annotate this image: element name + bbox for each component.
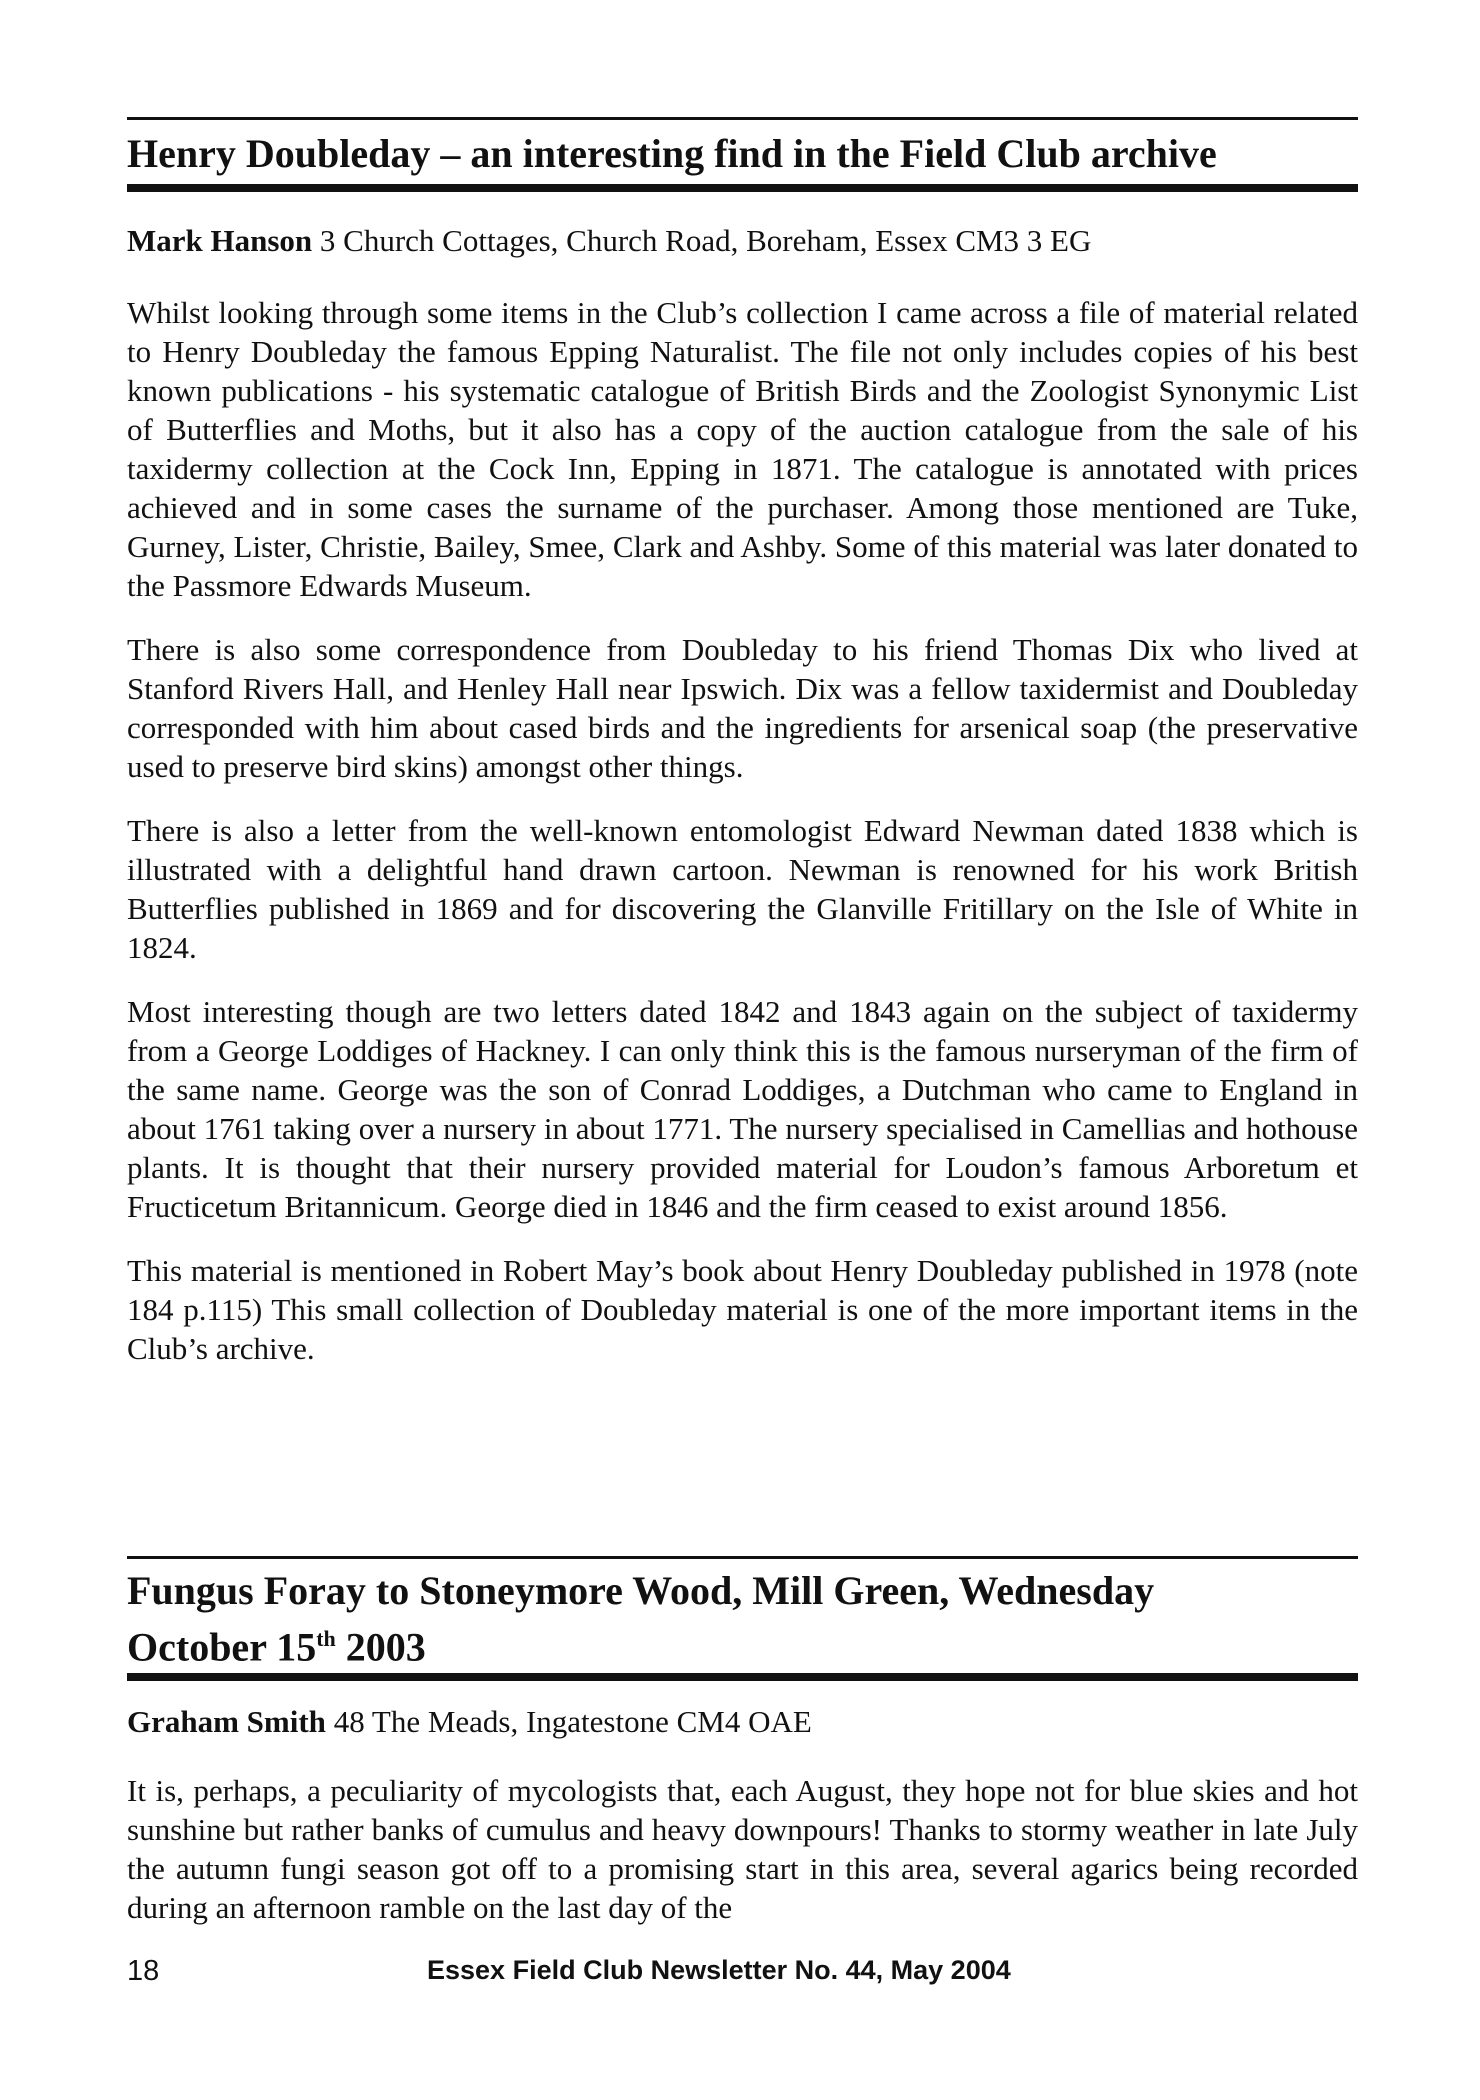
title-top-rule: [127, 117, 1358, 120]
article-title: [127, 1567, 1358, 1671]
title-line-1: Fungus Foray to Stoneymore Wood, Mill Green, Wednesday: [127, 1568, 1155, 1613]
title-date-suffix: th: [316, 1626, 336, 1651]
title-line-2: [127, 1615, 1358, 1671]
author-name: Mark Hanson: [127, 223, 313, 258]
title-bottom-rule: [127, 184, 1358, 192]
page-number: 18: [127, 1955, 160, 1987]
publication-title: Essex Field Club Newsletter No. 44, May 2004: [427, 1955, 1011, 1985]
paragraph: There is also some correspondence from Doubleday to his friend Thomas Dix who lived at Stanford Rivers Hall, and Henley Hall near Ipswich. Dix was a fellow taxidermist and Doubleday corresponded with him about cased birds and the ingredients for arsenical soap (the preservative used to preserve bird skins) amongst other things.: [127, 632, 1358, 784]
paragraph: This material is mentioned in Robert May’s book about Henry Doubleday published in 1978 (note 184 p.115) This small collection of Doubleday material is one of the more important items in the Club’s archive.: [127, 1253, 1358, 1366]
page-footer: [127, 1955, 1358, 1995]
article-byline: [127, 222, 1358, 260]
article-title: Henry Doubleday – an interesting find in the Field Club archive: [127, 131, 1217, 176]
title-bottom-rule: [127, 1673, 1358, 1681]
article-body: [127, 293, 1358, 1368]
article-body: [127, 1771, 1358, 1927]
paragraph: There is also a letter from the well-known entomologist Edward Newman dated 1838 which is illustrated with a delightful hand drawn cartoon. Newman is renowned for his work British Butterflies published in 1869 and for discovering the Glanville Fritillary on the Isle of White in 1824.: [127, 813, 1358, 965]
title-top-rule: [127, 1556, 1358, 1559]
paragraph: Most interesting though are two letters dated 1842 and 1843 again on the subject of taxidermy from a George Loddiges of Hackney. I can only think this is the famous nurseryman of the firm of the same name. George was the son of Conrad Loddiges, a Dutchman who came to England in about 1761 taking over a nursery in about 1771. The nursery specialised in Camellias and hothouse plants. It is thought that their nursery provided material for Loudon’s famous Arboretum et Fructicetum Britannicum. George died in 1846 and the firm ceased to exist around 1856.: [127, 994, 1358, 1224]
author-name: Graham Smith: [127, 1704, 326, 1740]
paragraph: Whilst looking through some items in the Club’s collection I came across a file of material related to Henry Doubleday the famous Epping Naturalist. The file not only includes copies of his best known publications - his systematic catalogue of British Birds and the Zoologist Synonymic List of Butterflies and Moths, but it also has a copy of the auction catalogue from the sale of his taxidermy collection at the Cock Inn, Epping in 1871. The catalogue is annotated with prices achieved and in some cases the surname of the purchaser. Among those mentioned are Tuke, Gurney, Lister, Christie, Bailey, Smee, Clark and Ashby. Some of this material was later donated to the Passmore Edwards Museum.: [127, 295, 1358, 603]
article-fungus-foray: [127, 1556, 1358, 1952]
article-byline: [127, 1703, 1358, 1741]
author-address: 3 Church Cottages, Church Road, Boreham, Essex CM3 3 EG: [319, 223, 1092, 258]
title-date: October 15: [127, 1624, 317, 1670]
paragraph: It is, perhaps, a peculiarity of mycologists that, each August, they hope not for blue skies and hot sunshine but rather banks of cumulus and heavy downpours! Thanks to stormy weather in late July the autumn fungi season got off to a promising start in this area, several agarics being recorded during an afternoon ramble on the last day of the: [127, 1773, 1358, 1926]
title-year: 2003: [335, 1624, 426, 1670]
article-henry-doubleday: [127, 117, 1358, 1393]
author-address: 48 The Meads, Ingatestone CM4 OAE: [333, 1704, 812, 1740]
